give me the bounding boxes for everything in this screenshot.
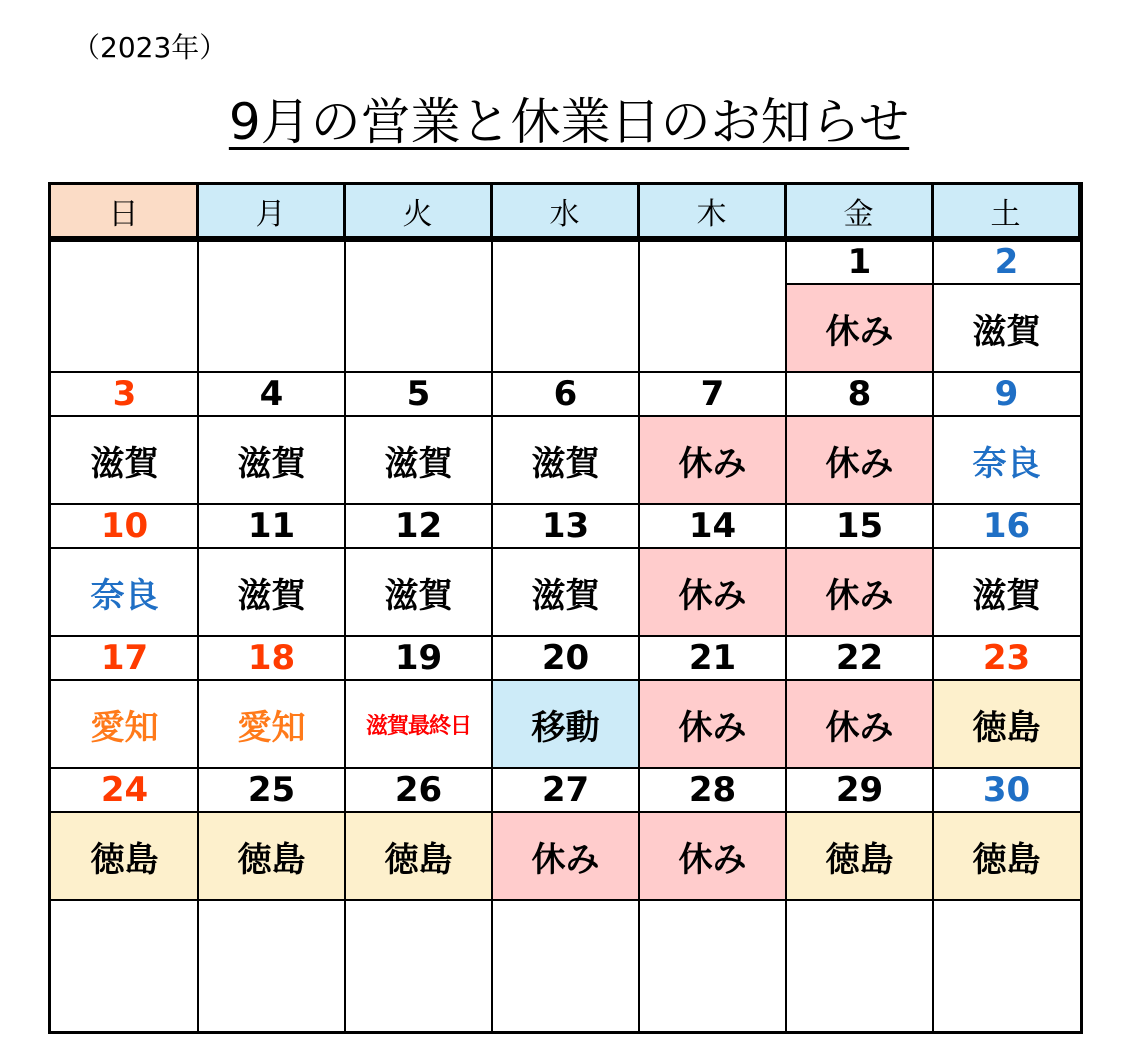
day-number: 1 [847, 242, 872, 282]
cell-divider [492, 811, 639, 813]
day-status: 滋賀 [531, 443, 600, 484]
weekday-header: 日 [51, 185, 198, 238]
weekday-header: 木 [639, 185, 786, 238]
day-number: 5 [406, 374, 431, 414]
day-number: 27 [541, 770, 590, 810]
day-number: 11 [247, 506, 296, 546]
column-rule [197, 185, 199, 1031]
cell-divider [639, 679, 786, 681]
day-status: 休み [678, 443, 747, 484]
day-number: 22 [835, 638, 884, 678]
day-status: 徳島 [237, 839, 306, 880]
day-number: 13 [541, 506, 590, 546]
weekday-header: 金 [786, 185, 933, 238]
page-title [0, 82, 1138, 154]
day-status: 滋賀 [531, 575, 600, 616]
column-rule [932, 185, 934, 1031]
day-status: 愛知 [237, 707, 306, 748]
day-number: 20 [541, 638, 590, 678]
day-status: 滋賀 [384, 443, 453, 484]
day-number: 14 [688, 506, 737, 546]
cell-divider [198, 811, 345, 813]
day-status: 休み [825, 707, 894, 748]
cell-divider [51, 811, 198, 813]
day-status: 奈良 [90, 575, 159, 616]
day-number: 30 [982, 770, 1031, 810]
day-status: 休み [825, 443, 894, 484]
cell-divider [933, 415, 1080, 417]
cell-divider [786, 415, 933, 417]
day-number: 18 [247, 638, 296, 678]
cell-divider [933, 283, 1080, 285]
cell-divider [492, 679, 639, 681]
day-number: 19 [394, 638, 443, 678]
day-status: 滋賀 [237, 443, 306, 484]
day-number: 6 [553, 374, 578, 414]
column-rule [785, 185, 787, 1031]
cell-divider [51, 415, 198, 417]
cell-divider [492, 415, 639, 417]
day-status: 徳島 [825, 839, 894, 880]
day-status: 休み [678, 707, 747, 748]
day-status: 移動 [531, 707, 600, 748]
day-number: 23 [982, 638, 1031, 678]
day-status: 休み [678, 575, 747, 616]
cell-divider [492, 547, 639, 549]
weekday-header: 火 [345, 185, 492, 238]
cell-divider [933, 811, 1080, 813]
weekday-header: 月 [198, 185, 345, 238]
title-text: 9月の営業と休業日のお知らせ [228, 93, 910, 151]
cell-divider [345, 811, 492, 813]
cell-divider [345, 547, 492, 549]
weekday-header: 水 [492, 185, 639, 238]
column-rule [344, 185, 346, 1031]
day-status: 滋賀 [384, 575, 453, 616]
cell-divider [198, 547, 345, 549]
cell-divider [933, 547, 1080, 549]
cell-divider [345, 415, 492, 417]
day-number: 21 [688, 638, 737, 678]
column-rule [491, 185, 493, 1031]
cell-divider [51, 547, 198, 549]
day-status: 滋賀 [90, 443, 159, 484]
cell-divider [51, 679, 198, 681]
cell-divider [198, 679, 345, 681]
day-number: 16 [982, 506, 1031, 546]
day-number: 8 [847, 374, 872, 414]
cell-divider [786, 811, 933, 813]
cell-divider [933, 679, 1080, 681]
day-status: 休み [825, 575, 894, 616]
day-number: 28 [688, 770, 737, 810]
day-status: 滋賀 [972, 575, 1041, 616]
day-status: 休み [678, 839, 747, 880]
day-status: 愛知 [90, 707, 159, 748]
cell-divider [345, 679, 492, 681]
day-number: 9 [994, 374, 1019, 414]
cell-divider [786, 679, 933, 681]
day-status: 徳島 [972, 839, 1041, 880]
day-status: 滋賀 [972, 311, 1041, 352]
cell-divider [639, 811, 786, 813]
day-status: 滋賀 [237, 575, 306, 616]
cell-divider [198, 415, 345, 417]
day-status: 徳島 [384, 839, 453, 880]
day-status: 徳島 [972, 707, 1041, 748]
year-label: （2023年） [72, 31, 228, 64]
column-rule [638, 185, 640, 1031]
day-number: 15 [835, 506, 884, 546]
calendar [48, 182, 1083, 1034]
day-status: 徳島 [90, 839, 159, 880]
week-rule [51, 899, 1080, 901]
day-status: 休み [825, 311, 894, 352]
day-number: 7 [700, 374, 725, 414]
day-status: 滋賀最終日 [365, 713, 471, 739]
cell-divider [786, 547, 933, 549]
weekday-header: 土 [933, 185, 1080, 238]
cell-divider [639, 415, 786, 417]
day-number: 25 [247, 770, 296, 810]
cell-divider [639, 547, 786, 549]
day-number: 12 [394, 506, 443, 546]
day-number: 3 [112, 374, 137, 414]
day-number: 2 [994, 242, 1019, 282]
day-number: 26 [394, 770, 443, 810]
day-status: 奈良 [972, 443, 1041, 484]
day-number: 17 [100, 638, 149, 678]
day-number: 4 [259, 374, 284, 414]
cell-divider [786, 283, 933, 285]
day-number: 24 [100, 770, 149, 810]
day-number: 10 [100, 506, 149, 546]
day-number: 29 [835, 770, 884, 810]
day-status: 休み [531, 839, 600, 880]
